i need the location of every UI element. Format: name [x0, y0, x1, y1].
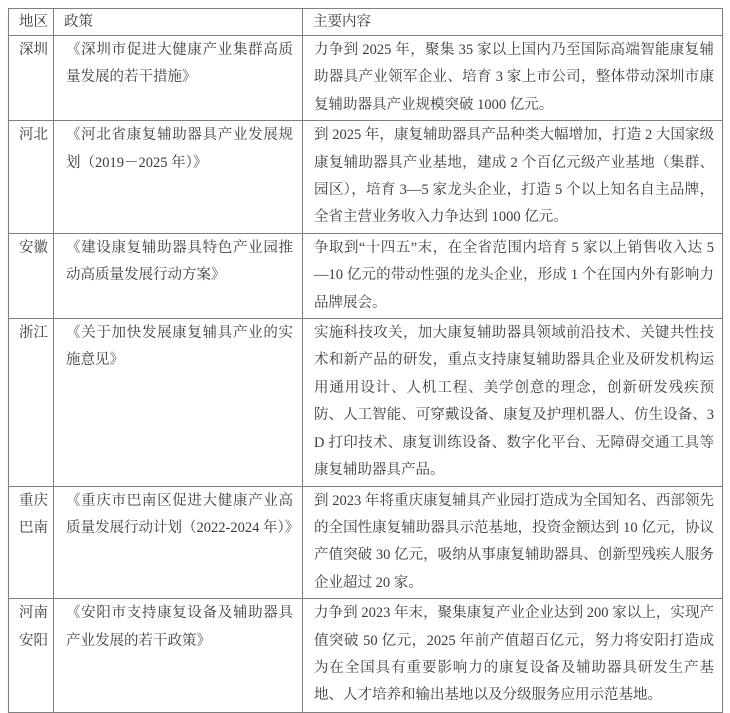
region-cell: 深圳	[9, 36, 54, 121]
content-cell: 争取到“十四五”末，在全省范围内培育 5 家以上销售收入达 5—10 亿元的带动性强的龙头企业，形成 1 个在国内外有影响力品牌展会。	[303, 233, 723, 318]
region-cell: 河北	[9, 121, 54, 234]
table-row	[9, 233, 723, 318]
table-row	[9, 36, 723, 121]
policy-cell: 《建设康复辅助器具特色产业园推动高质量发展行动方案》	[54, 233, 303, 318]
table-row	[9, 486, 723, 599]
document-sheet	[8, 8, 723, 713]
policy-cell: 《关于加快发展康复辅具产业的实施意见》	[54, 319, 303, 486]
policy-cell: 《安阳市支持康复设备及辅助器具产业发展的若干政策》	[54, 599, 303, 713]
column-header-content: 主要内容	[303, 9, 723, 36]
column-header-region: 地区	[9, 9, 54, 36]
policy-cell: 《重庆市巴南区促进大健康产业高质量发展行动计划（2022-2024 年）》	[54, 486, 303, 599]
table-header-row	[9, 9, 723, 36]
table-row	[9, 319, 723, 486]
content-cell: 到 2023 年将重庆康复辅具产业园打造成为全国知名、西部领先的全国性康复辅助器具示范基地，投资金额达到 10 亿元，协议产值突破 30 亿元，吸纳从事康复辅助器具、创新型残疾人服务企业超过 20 家。	[303, 486, 723, 599]
table-row	[9, 121, 723, 234]
region-cell: 安徽	[9, 233, 54, 318]
policy-cell: 《深圳市促进大健康产业集群高质量发展的若干措施》	[54, 36, 303, 121]
region-cell: 重庆巴南	[9, 486, 54, 599]
region-cell: 河南安阳	[9, 599, 54, 713]
policy-table	[8, 8, 723, 713]
region-cell: 浙江	[9, 319, 54, 486]
table-row	[9, 599, 723, 713]
policy-cell: 《河北省康复辅助器具产业发展规划（2019－2025 年）》	[54, 121, 303, 234]
content-cell: 实施科技攻关，加大康复辅助器具领域前沿技术、关键共性技术和新产品的研发，重点支持康复辅助器具企业及研发机构运用通用设计、人机工程、美学创意的理念，创新研发残疾预防、人工智能、可穿戴设备、康复及护理机器人、仿生设备、3D 打印技术、康复训练设备、数字化平台、无障碍交通工具等康复辅助器具产品。	[303, 319, 723, 486]
content-cell: 力争到 2023 年末，聚集康复产业企业达到 200 家以上，实现产值突破 50 亿元，2025 年前产值超百亿元，努力将安阳打造成为在全国具有重要影响力的康复设备及辅助器具研发生产基地、人才培养和输出基地以及分级服务应用示范基地。	[303, 599, 723, 713]
column-header-policy: 政策	[54, 9, 303, 36]
content-cell: 到 2025 年，康复辅助器具产品种类大幅增加，打造 2 大国家级康复辅助器具产业基地，建成 2 个百亿元级产业基地（集群、园区），培育 3—5 家龙头企业，打造 5 个以上知名自主品牌，全省主营业务收入力争达到 1000 亿元。	[303, 121, 723, 234]
content-cell: 力争到 2025 年，聚集 35 家以上国内乃至国际高端智能康复辅助器具产业领军企业、培育 3 家上市公司，整体带动深圳市康复辅助器具产业规模突破 1000 亿元。	[303, 36, 723, 121]
